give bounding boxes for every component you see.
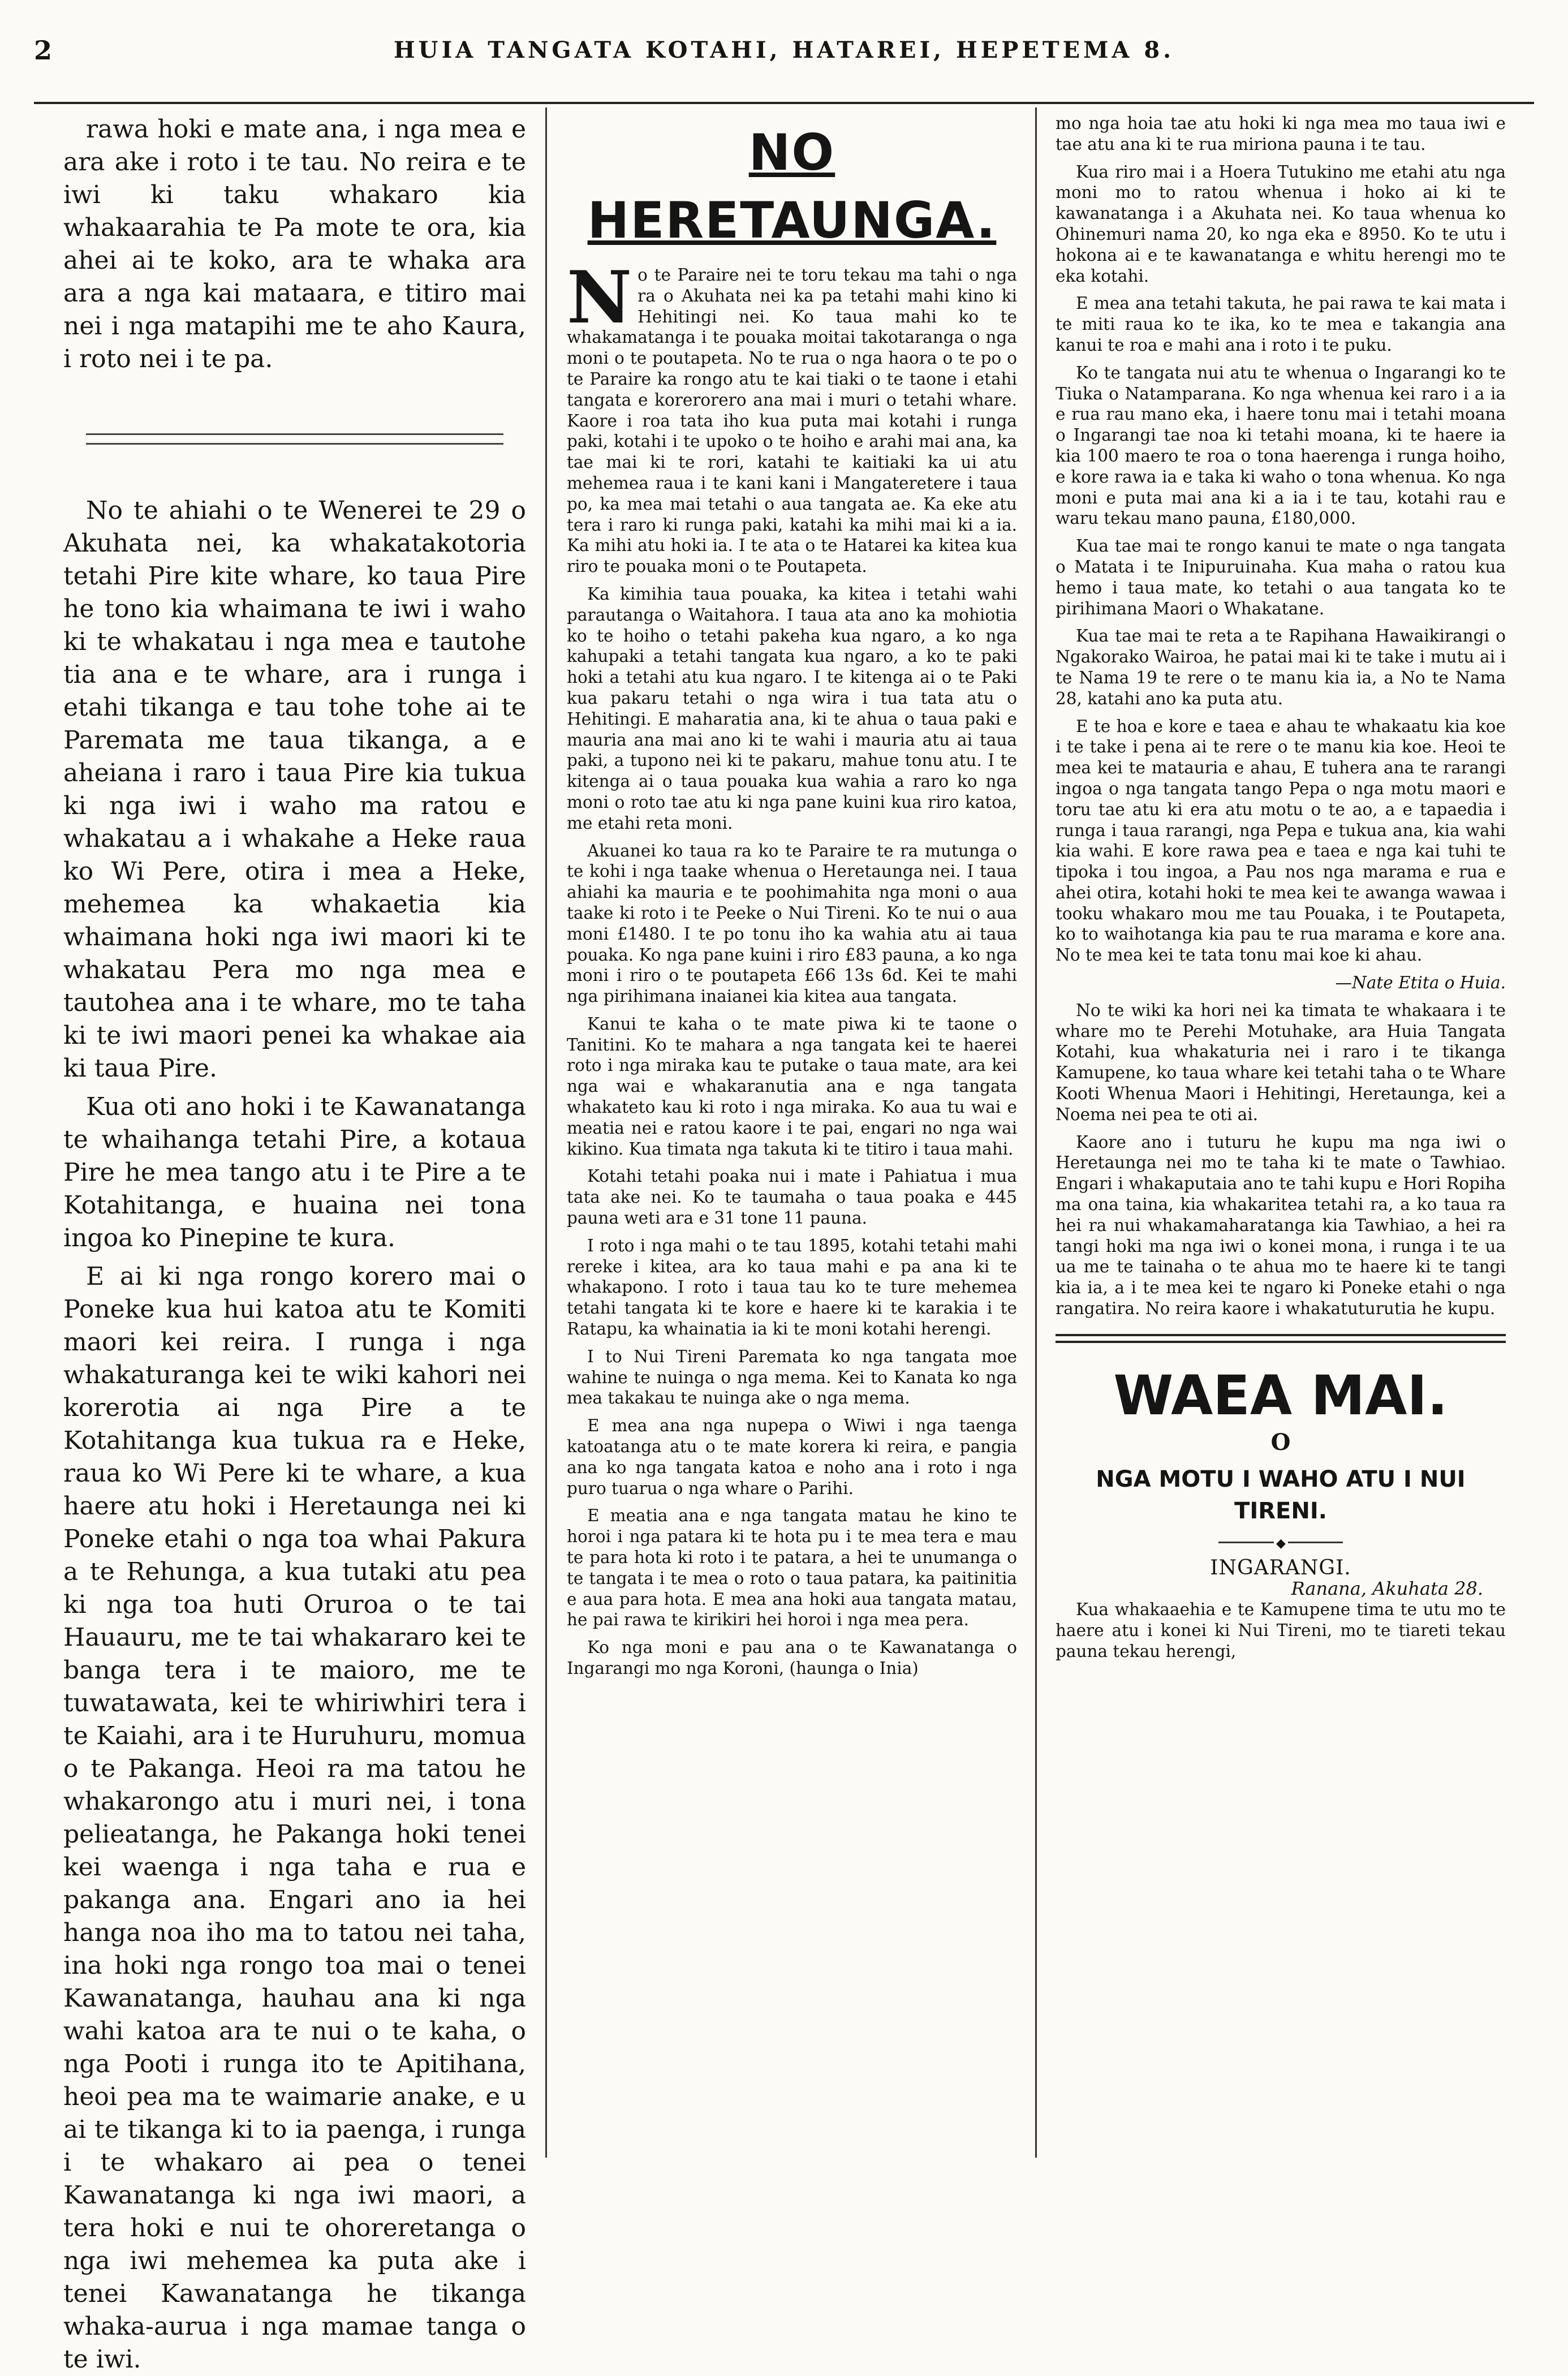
article-paragraph: E meatia ana e nga tangata matau he kino te horoi i nga patara ki te hota pu i te mea tera e mau te para hota ki roto i te patara, a hei te unumanga o te tangata i te mea o roto o taua patara, ka paitinitia e aua para hota. E mea ana hoki aua tangata matau, he pai rawa te kirikiri hei horoi i nga mea pera.: [567, 1506, 1017, 1630]
article-paragraph: I roto i nga mahi o te tau 1895, kotahi tetahi mahi rereke i kitea, ara ko taua mahi e pa ana ki te whakapono. I roto i taua tau ko te ture mehemea tetahi tangata ki te kore e haere ki te karakia i te Ratapu, ka whainatia ia ki te moni kotahi herengi.: [567, 1236, 1017, 1339]
page-number: 2: [34, 35, 56, 66]
article-paragraph: Kua whakaaehia e te Kamupene tima te utu mo te haere atu i konei ki Nui Tireni, mo te tiareti tekau pauna tekau herengi,: [1056, 1600, 1506, 1661]
drop-cap: N: [567, 256, 632, 339]
column-2: [567, 113, 1017, 2152]
article-paragraph: rawa hoki e mate ana, i nga mea e ara ake i roto i te tau. No reira e te iwi ki taku whakaro kia whakaarahia te Pa mote te ora, kia ahei ai te koko, ara te whaka ara ara a nga kai mataara, e titiro mai nei i nga matapihi me te aho Kaura, i roto nei i te pa.: [63, 115, 526, 373]
place-heading: INGARANGI.: [1210, 1556, 1351, 1579]
section-divider: [63, 381, 526, 494]
article-paragraph: Kaore ano i tuturu he kupu ma nga iwi o Heretaunga nei mo te taha ki te mate o Tawhiao. Engari i whakaputaia ano te tahi kupu e Hori Ropiha ma ona taina, kia whakaritea tetahi ra, a ko taua ra hei ra nui whakamaharatanga kia Tawhiao, a hei ra tangi hoki ma nga iwi o konei mona, i runga i te ua ua me te tainaha o te ahua mo te haere ki te tangi kia ia, a i te mea kei te ngaro ki Poneke etahi o nga rangatira. No reira kaore i whakatuturutia he kupu.: [1056, 1132, 1506, 1319]
article-paragraph: E mea ana tetahi takuta, he pai rawa te kai mata i te miti raua ko te ika, ko te mea e takangia ana kanui te roa e mahi ana i roto i te puku.: [1056, 294, 1506, 355]
column-3: [1056, 113, 1506, 2152]
article-paragraph: Kua oti ano hoki i te Kawanatanga te whaihanga tetahi Pire, a kotaua Pire he mea tango atu i te Pire a te Kotahitanga, e huaina nei tona ingoa ko Pinepine te kura.: [63, 1092, 526, 1252]
article-paragraph: Kanui te kaha o te mate piwa ki te taone o Tanitini. Ko te mahara a nga tangata kei te haerei roto i nga miraka kau te putake o taua mate, ara kei nga wai e whakaranutia ana e nga tangata whakateto kau ki roto i nga miraka. Ko aua tu wai e meatia nei e ratou kaore i te pai, engari no nga wai kikino. Kua timata nga takuta ki te titiro i taua mahi.: [567, 1014, 1017, 1159]
article-paragraph: E mea ana nga nupepa o Wiwi i nga taenga katoatanga atu o te mate korera ki reira, e pangia ana ko nga tangata katoa e noho ana i roto i nga puro tuarua o nga whare o Parihi.: [567, 1416, 1017, 1498]
article-paragraph: I to Nui Tireni Paremata ko nga tangata moe wahine te nuinga o nga mema. Kei to Kanata ko nga mea takakau te nuinga ake o nga mema.: [567, 1346, 1017, 1408]
masthead-title: HUIA TANGATA KOTAHI, HATAREI, HEPETEMA 8.: [393, 36, 1175, 63]
section-title: NO HERETAUNGA.: [587, 123, 997, 249]
column-1: [63, 113, 526, 2374]
article-paragraph: mo nga hoia tae atu hoki ki nga mea mo taua iwi e tae atu ana ki te rua miriona pauna i te tau.: [1056, 114, 1506, 154]
waea-subtitle: NGA MOTU I WAHO ATU I NUI TIRENI.: [1096, 1466, 1466, 1524]
article-paragraph: Kotahi tetahi poaka nui i mate i Pahiatua i mua tata ake nei. Ko te taumaha o taua poaka e 445 pauna weti ara e 31 tone 11 pauna.: [567, 1167, 1017, 1228]
article-paragraph: No te wiki ka hori nei ka timata te whakaara i te whare mo te Perehi Motuhake, ara Huia Tangata Kotahi, kua whakaturia nei i raro i te tikanga Kamupene, ko taua whare kei tetahi taha o te Whare Kooti Whenua Maori i Hehitingi, Heretaunga, kei a Noema nei pea te oti ai.: [1056, 1000, 1506, 1124]
dateline: Ranana, Akuhata 28.: [1291, 1578, 1483, 1600]
article-paragraph: Ko te tangata nui atu te whenua o Ingarangi ko te Tiuka o Natamparana. Ko nga whenua kei raro i a ia e rua rau mano eka, i haere tonu mai i tetahi moana o Ingarangi tae noa ki tetahi moana, ki te haere ia kia 100 maero te roa o tona haerenga i runga hoiho, e kore rawa ia e taka ki waho o tona whenua. Ko nga moni e puta mai ana ki a ia i te tau, kotahi rau e waru tekau mano pauna, £180,000.: [1056, 363, 1506, 528]
waea-title: WAEA MAI.: [1113, 1363, 1448, 1427]
article-paragraph-lead: [567, 256, 1017, 577]
lead-text: o te Paraire nei te toru tekau ma tahi o nga ra o Akuhata nei ka pa tetahi mahi kino ki Hehitingi nei. Ko taua mahi ko te whakamatanga i te pouaka moitai takotaranga o nga moni o te poutapeta. No te rua o nga haora o te po o te Paraire ka rongo atu te kai tiaki o te taone i etahi tangata e korerorero ana mai i muri o tetahi whare. Kaore i roa tata iho kua puta mai kotahi i runga paki, kotahi i te upoko o te hoiho e arahi mai ana, ka tae mai ki te rori, katahi te kaitiaki ka ui atu mehemea raua i te kani kani i Mangateretere i taua po, ka mea mai tetahi o aua tangata ae. Ka eke atu tera i raro ki runga paki, katahi ka mihi mai ki a ia. Ka mihi atu hoki ia. I te ata o te Hatarei ka kitea kua riro te pouaka moni o te Poutapeta.: [567, 265, 1017, 576]
masthead: [34, 27, 1534, 72]
editor-signature: —Nate Etita o Huia.: [1335, 973, 1506, 993]
masthead-rule: [34, 102, 1534, 104]
article-paragraph: Ko nga moni e pau ana o te Kawanatanga o Ingarangi mo nga Koroni, (haunga o Inia): [567, 1638, 1017, 1678]
column-divider-2: [1035, 107, 1037, 2158]
article-paragraph: No te ahiahi o te Wenerei te 29 o Akuhata nei, ka whakatakotoria tetahi Pire kite whare, ko taua Pire he tono kia whaimana te iwi i waho ki te whakatau i nga mea e tautohe tia ana e te whare, ara i runga i etahi tikanga e tau tohe tohe ai te Paremata me taua tikanga, a e aheiana i raro i taua Pire kia tukua ki nga iwi i waho ma ratou e whakatau a i whakahe a Heke raua ko Wi Pere, otira i mea a Heke, mehemea ka whakaetia kia whaimana hoki nga iwi maori ki te whakatau Pera mo nga mea e tautohea ana i te whare, mo te taha ki te iwi maori penei ka whakae aia ki taua Pire.: [63, 496, 526, 1083]
article-paragraph: Ka kimihia taua pouaka, ka kitea i tetahi wahi parautanga o Waitahora. I taua ata ano ka mohiotia ko te hoiho o tetahi pakeha kua ngaro, a ko nga kahupaki a tetahi tangata kua ngaro, a ko te paki hoki a tetahi atu kua ngaro. I te kitenga ai o te Paki kua pakaru tetahi o nga wira i tua tata atu o Hehitingi. E maharatia ana, ki te ahua o taua paki e mauria ana mai ano ki te wahi i mauria atu ai taua paki, a tupono nei ki te pakaru, mahue tonu atu. I te kitenga ai o taua pouaka kua wahia a raro ko nga moni o roto tae atu ki nga pane kuini kua riro katoa, me etahi reta moni.: [567, 584, 1017, 833]
column-divider-1: [545, 107, 547, 2158]
article-paragraph: Kua tae mai te reta a te Rapihana Hawaikirangi o Ngakorako Wairoa, he patai mai ki te take i mutu ai i te Nama 19 te rere o te manu kia ia, a No te Nama 28, katahi ano ka puta atu.: [1056, 626, 1506, 708]
waea-connector: O: [1270, 1428, 1291, 1456]
article-paragraph: Akuanei ko taua ra ko te Paraire te ra mutunga o te kohi i nga taake whenua o Heretaunga nei. I taua ahiahi ka mauria e te poohimahita nga moni o aua taake ki roto i te Peeke o Nui Tireni. Ko te nui o aua moni £1480. I te po tonu iho ka wahia atu ai taua pouaka. Ko nga pane kuini i riro £83 pauna, a ko nga moni i riro o te poutapeta £66 13s 6d. Kei te mahi nga pirihimana inaianei kia kitea aua tangata.: [567, 841, 1017, 1006]
ornament-rule: [1218, 1542, 1343, 1543]
article-paragraph: E ai ki nga rongo korero mai o Poneke kua hui katoa atu te Komiti maori kei reira. I runga i nga whakaturanga kei te wiki kahori nei korerotia ai nga Pire a te Kotahitanga kua tukua ra e Heke, raua ko Wi Pere ki te whare, a kua haere atu hoki i Heretaunga nei ki Poneke etahi o nga toa whai Pakura a te Rehunga, a kua tutaki atu pea ki nga toa huti Oruroa o te tai Hauauru, me te tai whakararo kei te banga tera i te maioro, me te tuwatawata, kei te whiriwhiri tera i te Kaiahi, ara i te Huruhuru, momua o te Pakanga. Heoi ra ma tatou he whakarongo atu i muri nei, i tona pelieatanga, he Pakanga hoki tenei kei waenga i nga taha e rua e pakanga ana. Engari ano ia hei hanga noa iho ma to tatou nei taha, ina hoki nga rongo toa mai o tenei Kawanatanga, hauhau ana ki nga wahi katoa ara te nui o te kaha, o nga Pooti i runga ito te Apitihana, heoi pea ma te waimarie anake, e u ai te tikanga ki to ia paenga, i runga i te whakaro ai pea o tenei Kawanatanga ki nga iwi maori, a tera hoki e nui te ohoreretanga o nga iwi mehemea ka puta ake i tenei Kawanatanga he tikanga whaka-aurua i nga mamae tanga o te iwi.: [63, 1262, 526, 2374]
article-paragraph: Kua riro mai i a Hoera Tutukino me etahi atu nga moni mo to ratou whenua i hoko ai ki te kawanatanga i a Akuhata nei. Ko taua whenua ko Ohinemuri nama 20, ko nga eka e 8950. Ko te utu i hokona ai e te kawanatanga e whitu herengi mo te eka kotahi.: [1056, 162, 1506, 286]
section-double-rule: [1056, 1334, 1506, 1343]
article-paragraph: Kua tae mai te rongo kanui te mate o nga tangata o Matata i te Inipuruinaha. Kua maha o ratou kua hemo i taua mate, ko tetahi o aua tangata ko te pirihimana Maori o Whakatane.: [1056, 536, 1506, 618]
article-paragraph: E te hoa e kore e taea e ahau te whakaatu kia koe i te take i pena ai te rere o te manu kia koe. Heoi te mea kei te matauria e ahau, E tuhera ana te rarangi ingoa o nga tangata tango Pepa o nga motu maori e toru tae atu ki era atu motu o te ao, a e tapaedia i runga i taua rarangi, nga Pepa e tukua ana, kia wahi kia wahi. E kore rawa pea e taea e nga kai tuhi te tipoka i tou ingoa, a Pau nos nga marama e rua e ahei otira, kotahi hoki te mea kei te awanga wawaa i tooku whakaro mou me tau Pouaka, i te Poutapeta, ko to waihotanga kia pau te rua marama e kore ana. No te mea kei te tata tonu mai koe ki ahau.: [1056, 716, 1506, 965]
